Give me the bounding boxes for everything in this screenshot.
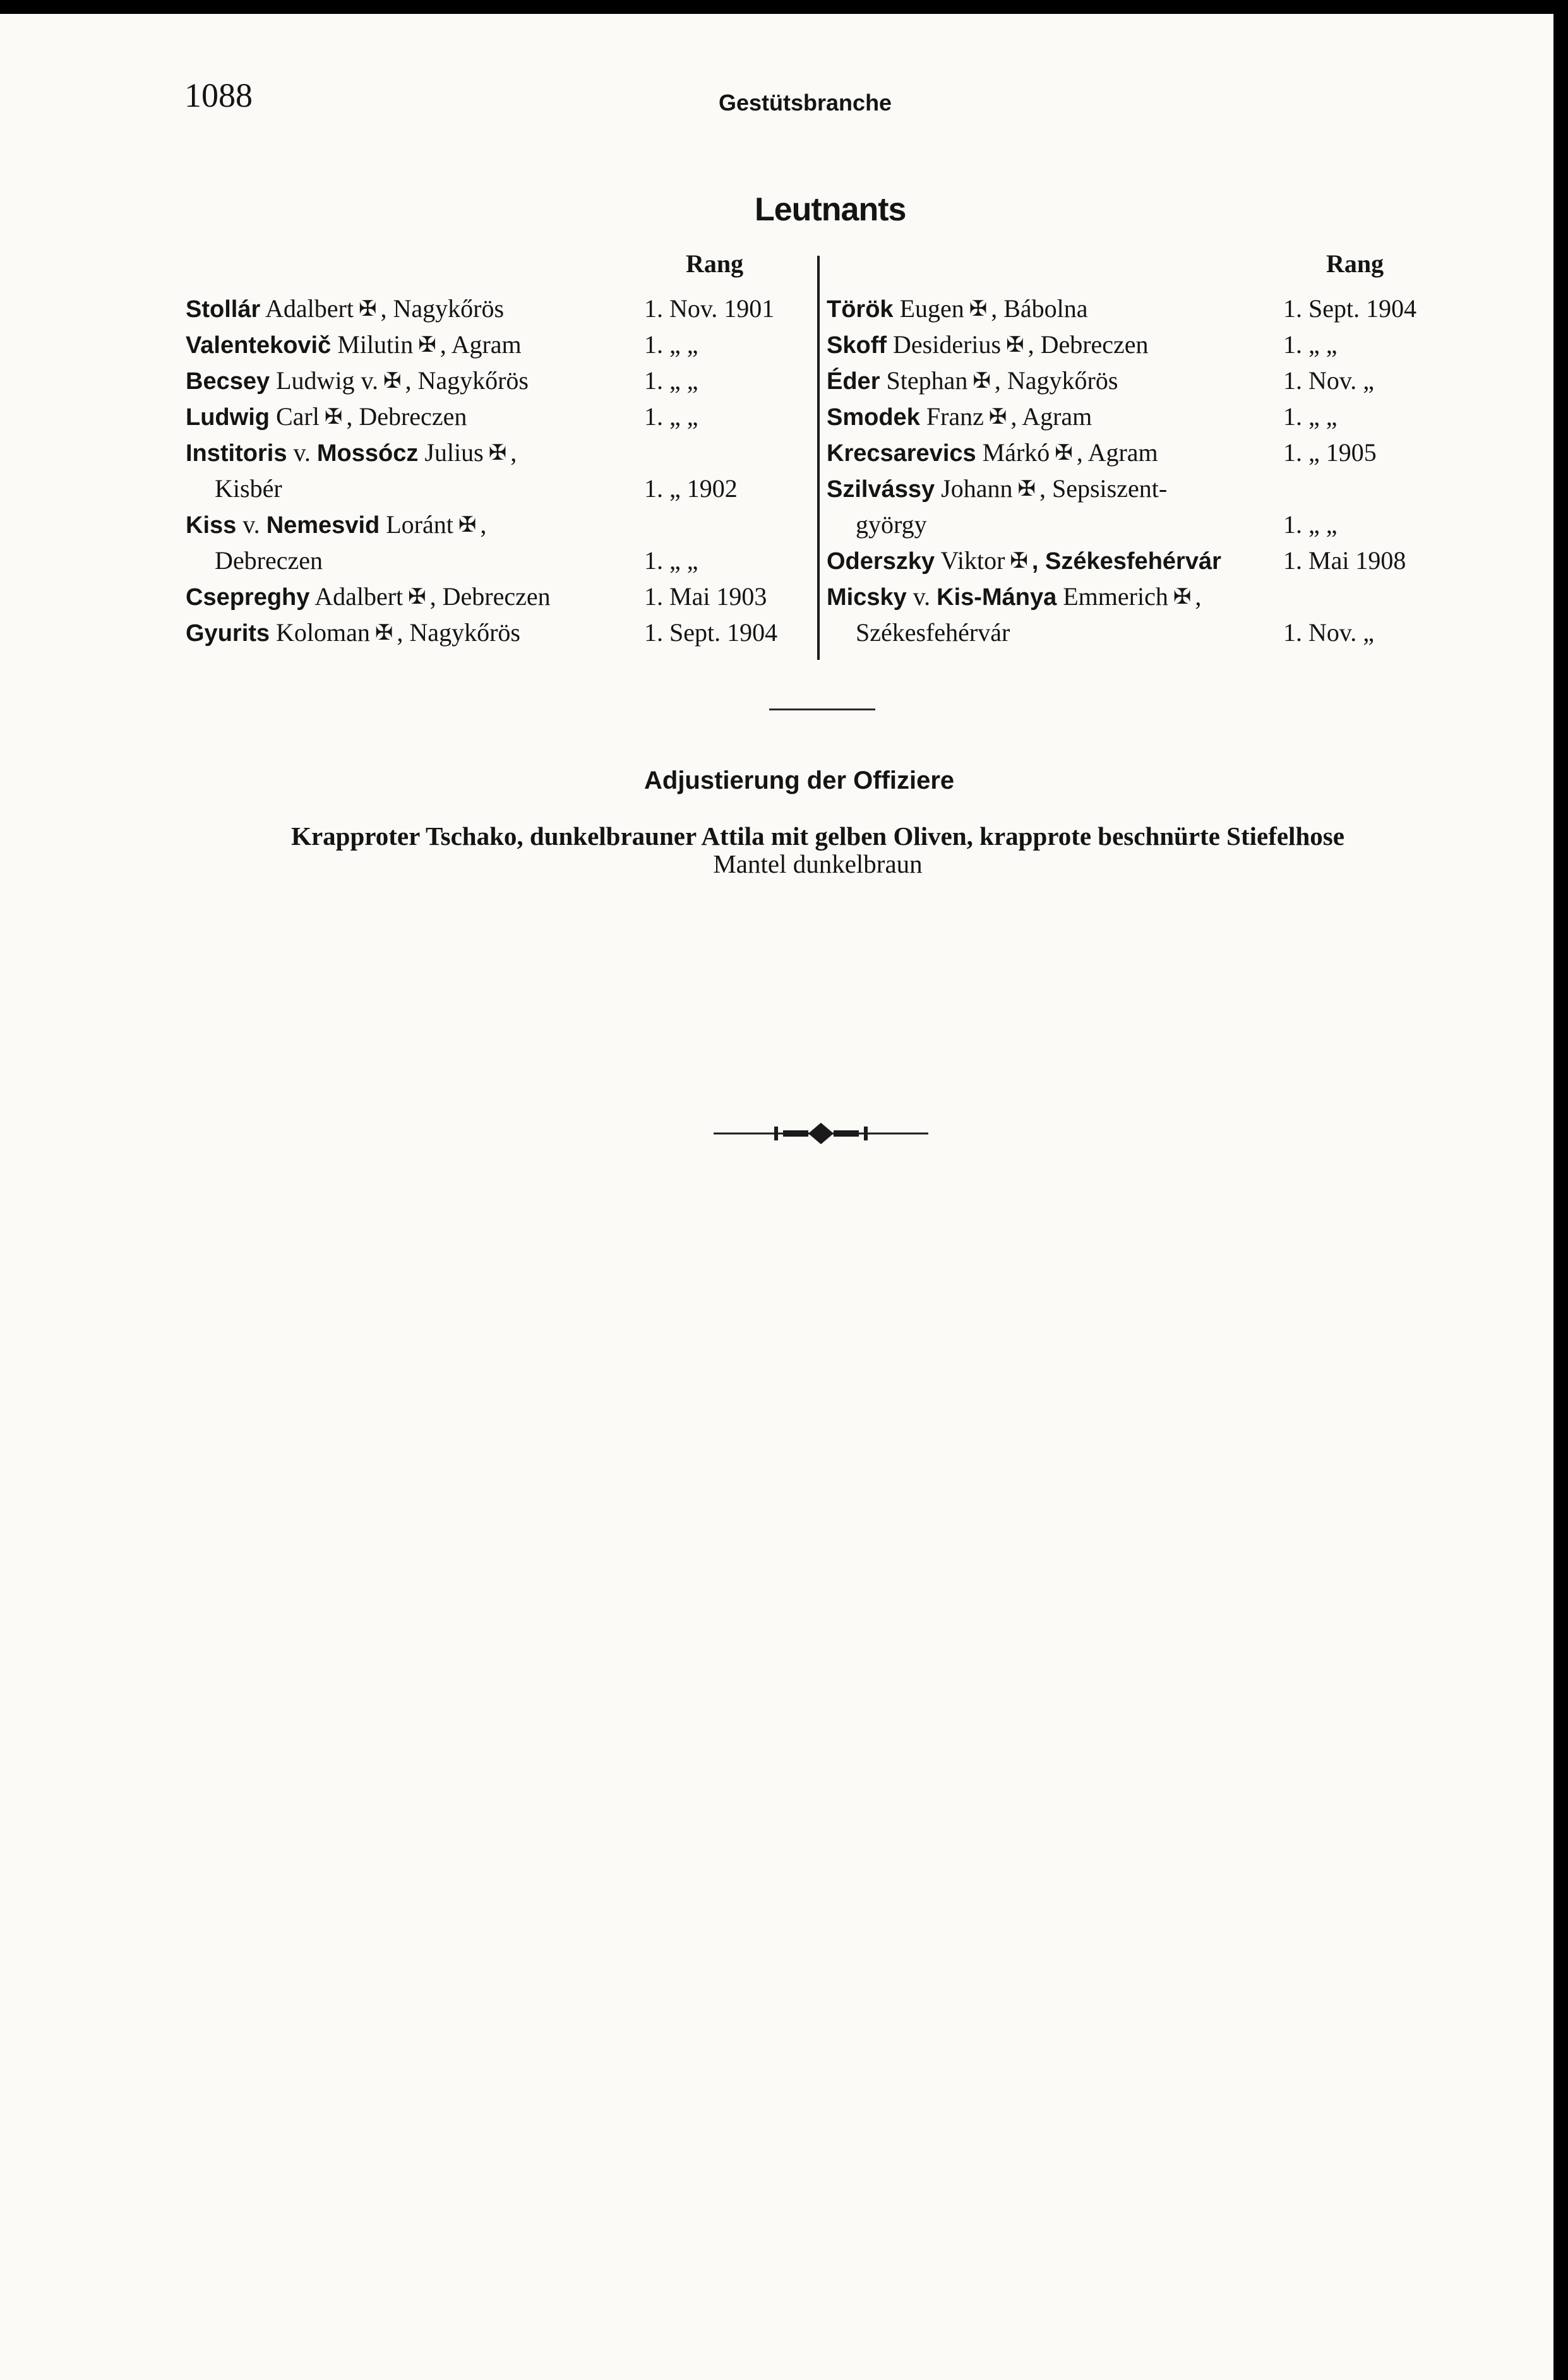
- name-continuation: Székesfehérvár: [856, 618, 1010, 647]
- cross-icon: ✠: [973, 369, 991, 393]
- officer-row: [186, 326, 817, 362]
- given-name: Stephan: [880, 366, 968, 395]
- adjustierung-text: Krapproter Tschako, dunkelbrauner Attila mit gelben Oliven, krapprote beschnürte Stiefelhose: [291, 822, 1344, 851]
- rank-date: 1. „ „: [644, 330, 698, 359]
- officer-row: [186, 578, 817, 614]
- rank-date: 1. Mai 1903: [644, 582, 767, 611]
- rang-header-right: Rang: [1326, 249, 1384, 278]
- officer-name: [186, 290, 504, 328]
- section-divider: [769, 709, 875, 710]
- garrison: , Nagykőrös: [380, 294, 505, 323]
- garrison: , Agram: [440, 330, 522, 359]
- officer-name: [856, 614, 1010, 650]
- cross-icon: ✠: [324, 405, 343, 429]
- rank-date: 1. Sept. 1904: [644, 618, 778, 647]
- page-sheet: [0, 14, 1553, 2380]
- given-name: v.: [287, 438, 317, 467]
- given-name: Márkó: [976, 438, 1050, 467]
- garrison: , Sepsiszent-: [1039, 474, 1168, 503]
- officer-name: [186, 362, 529, 400]
- officer-row: [186, 506, 817, 542]
- officer-row: [827, 542, 1458, 578]
- officer-name: [215, 470, 282, 506]
- cross-icon: ✠: [1010, 549, 1028, 573]
- predicate-name: Kis-Mánya: [937, 584, 1057, 611]
- cross-icon: ✠: [1173, 585, 1192, 609]
- surname: Smodek: [827, 404, 920, 431]
- name-continuation: Debreczen: [215, 546, 323, 575]
- rang-header-left: Rang: [686, 249, 744, 278]
- surname: Török: [827, 296, 894, 323]
- officer-name: [827, 290, 1088, 328]
- officer-name: [827, 542, 1221, 580]
- given-name: Milutin: [331, 330, 414, 359]
- cross-icon: ✠: [1017, 477, 1036, 501]
- officer-name: [215, 542, 323, 578]
- officer-row: [827, 290, 1458, 326]
- surname: Krecsarevics: [827, 440, 976, 467]
- officer-row: [186, 362, 817, 398]
- page-number: 1088: [184, 76, 253, 114]
- officer-name: [827, 578, 1201, 616]
- officer-list-left: [186, 290, 817, 650]
- column-divider: [817, 256, 820, 660]
- officer-row: [827, 506, 1458, 542]
- given-name: Johann: [935, 474, 1013, 503]
- given-name: Viktor: [935, 546, 1005, 575]
- cross-icon: ✠: [418, 333, 436, 357]
- officer-name: [856, 506, 927, 542]
- surname: Stollár: [186, 296, 261, 323]
- ornament-divider-icon: [714, 1118, 928, 1152]
- garrison: ,: [510, 438, 517, 467]
- given-name: Koloman: [270, 618, 370, 647]
- garrison: , Debreczen: [1027, 330, 1149, 359]
- officer-row: [186, 542, 817, 578]
- surname: Micsky: [827, 584, 907, 611]
- given-name: Emmerich: [1056, 582, 1168, 611]
- garrison: , Nagykőrös: [405, 366, 529, 395]
- officer-name: [186, 326, 522, 364]
- garrison: , Agram: [1076, 438, 1158, 467]
- cross-icon: ✠: [408, 585, 426, 609]
- given-name: Julius: [418, 438, 484, 467]
- given-name: Adalbert: [260, 294, 354, 323]
- surname: Gyurits: [186, 620, 270, 647]
- predicate-name: Nemesvid: [266, 512, 380, 539]
- predicate-name: Mossócz: [316, 440, 419, 467]
- given-name: Eugen: [893, 294, 964, 323]
- officer-row: [186, 290, 817, 326]
- officer-name: [827, 326, 1149, 364]
- given-name: Adalbert: [309, 582, 404, 611]
- officer-row: [827, 398, 1458, 434]
- garrison: , Nagykőrös: [994, 366, 1118, 395]
- rank-date: 1. Sept. 1904: [1283, 294, 1417, 323]
- officer-row: [827, 614, 1458, 650]
- garrison: ,: [1195, 582, 1202, 611]
- cross-icon: ✠: [488, 441, 507, 465]
- rank-date: 1. „ 1905: [1283, 438, 1377, 467]
- adjustierung-text-line2: Mantel dunkelbraun: [713, 849, 923, 878]
- garrison: , Nagykőrös: [397, 618, 520, 647]
- officer-row: [827, 470, 1458, 506]
- officer-name: [827, 434, 1158, 472]
- rank-date: 1. „ „: [644, 546, 698, 575]
- surname: Csepreghy: [186, 584, 310, 611]
- officer-name: [186, 578, 551, 616]
- rank-date: 1. Nov. „: [1283, 366, 1375, 395]
- officer-row: [186, 470, 817, 506]
- given-name: Carl: [269, 402, 320, 431]
- officer-row: [827, 578, 1458, 614]
- officer-name: [186, 398, 467, 436]
- cross-icon: ✠: [1006, 333, 1024, 357]
- cross-icon: ✠: [1055, 441, 1073, 465]
- officer-name: [827, 398, 1092, 436]
- officer-list-right: [827, 290, 1458, 650]
- rank-date: 1. „ „: [1283, 402, 1338, 431]
- officer-row: [827, 362, 1458, 398]
- surname: Becsey: [186, 368, 270, 395]
- name-continuation: Kisbér: [215, 474, 282, 503]
- officer-row: [186, 614, 817, 650]
- rank-date: 1. „ „: [644, 366, 698, 395]
- surname: Institoris: [186, 440, 287, 467]
- officer-name: [827, 362, 1118, 400]
- officer-name: [186, 506, 486, 544]
- section-title: Leutnants: [755, 191, 906, 228]
- officer-name: [827, 470, 1167, 508]
- given-name: Franz: [919, 402, 984, 431]
- surname: Kiss: [186, 512, 237, 539]
- cross-icon: ✠: [458, 513, 477, 537]
- rank-date: 1. „ „: [1283, 510, 1338, 539]
- cross-icon: ✠: [988, 405, 1007, 429]
- given-name: Desiderius: [887, 330, 1002, 359]
- surname: Oderszky: [827, 548, 935, 575]
- garrison: , Debreczen: [429, 582, 551, 611]
- rank-date: 1. „ 1902: [644, 474, 738, 503]
- given-name: Ludwig v.: [270, 366, 378, 395]
- rank-date: 1. Nov. 1901: [644, 294, 775, 323]
- officer-row: [186, 434, 817, 470]
- name-continuation: györgy: [856, 510, 927, 539]
- surname: Szilvássy: [827, 476, 935, 503]
- officer-row: [186, 398, 817, 434]
- surname: Ludwig: [186, 404, 270, 431]
- surname: Éder: [827, 368, 880, 395]
- garrison: , Székesfehérvár: [1031, 548, 1221, 575]
- running-head: Gestütsbranche: [719, 90, 892, 116]
- given-name: v.: [236, 510, 266, 539]
- officer-row: [827, 434, 1458, 470]
- cross-icon: ✠: [969, 297, 988, 321]
- given-name: v.: [906, 582, 937, 611]
- given-name: Loránt: [380, 510, 453, 539]
- rank-date: 1. Nov. „: [1283, 618, 1375, 647]
- garrison: , Agram: [1010, 402, 1092, 431]
- cross-icon: ✠: [383, 369, 402, 393]
- officer-name: [186, 614, 520, 652]
- cross-icon: ✠: [374, 621, 393, 645]
- garrison: , Bábolna: [991, 294, 1088, 323]
- officer-name: [186, 434, 517, 472]
- surname: Valentekovič: [186, 332, 332, 359]
- cross-icon: ✠: [358, 297, 377, 321]
- officer-row: [827, 326, 1458, 362]
- adjustierung-heading: Adjustierung der Offiziere: [644, 767, 955, 794]
- rank-date: 1. „ „: [644, 402, 698, 431]
- surname: Skoff: [827, 332, 887, 359]
- garrison: ,: [480, 510, 487, 539]
- rank-date: 1. Mai 1908: [1283, 546, 1406, 575]
- rank-date: 1. „ „: [1283, 330, 1338, 359]
- garrison: , Debreczen: [346, 402, 467, 431]
